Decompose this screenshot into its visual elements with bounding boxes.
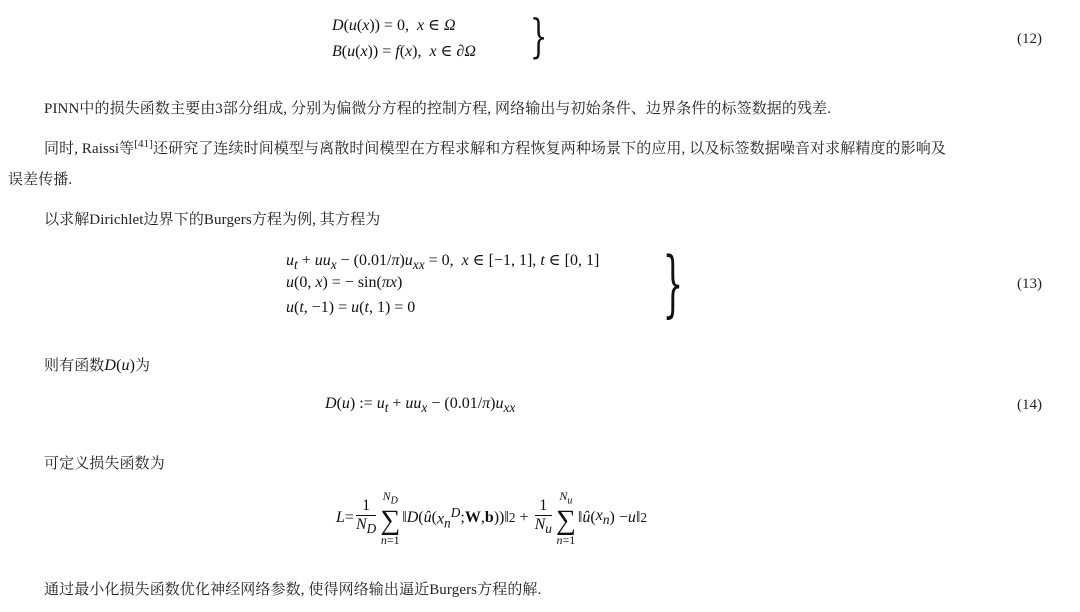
eq13-brace: } <box>662 241 684 325</box>
sum-nd: $N_D$ ∑ n=1 <box>380 489 401 547</box>
eq13-number: (13) <box>1017 276 1042 292</box>
citation-41[interactable]: [41] <box>134 138 154 150</box>
paragraph-2-text-b: 还研究了连续时间模型与离散时间模型在方程求解和方程恢复两种场景下的应用, 以及标签数据噪音对求解精度的影响及 <box>153 141 946 157</box>
paragraph-2-line2: 误差传播. <box>8 172 73 188</box>
paragraph-6: 通过最小化损失函数优化神经网络参数, 使得网络输出逼近Burgers方程的解. <box>44 582 542 598</box>
frac-1-over-nu: $\frac{1}{N_u}$ <box>534 497 552 537</box>
eq13-line1: $u_t + uu_x - (0.01/\pi)u_{xx} = 0$, x ∈ [−1, 1], t ∈ [0, 1] <box>286 252 600 273</box>
eq13-line2: u(0, x) = − sin(πx) <box>286 274 403 291</box>
eq13-line3: u(t, −1) = u(t, 1) = 0 <box>286 299 416 316</box>
paragraph-2-text-a: 同时, Raissi等 <box>44 141 135 157</box>
paragraph-3: 以求解Dirichlet边界下的Burgers方程为例, 其方程为 <box>44 212 381 228</box>
eq14-number: (14) <box>1017 397 1042 413</box>
eq12-brace: } <box>529 9 548 63</box>
eq12-line2: B(u(x)) = f(x), x ∈ ∂Ω <box>332 43 476 60</box>
paragraph-4: 则有函数D(u)为 <box>44 357 151 374</box>
paragraph-5: 可定义损失函数为 <box>44 456 165 472</box>
eq12-number: (12) <box>1017 31 1042 47</box>
equation-loss: L = $\frac{1}{N_D}$ $N_D$ ∑ n=1 ‖ D ( û ( $x_n^D$ ; W , b ))‖ 2 + $\frac{1}{N_u}$ $N_u$ ∑ n=1 ‖ û ( $x_n$ ) − u ‖ 2 <box>336 489 648 547</box>
frac-1-over-nd: $\frac{1}{N_D}$ <box>355 497 377 537</box>
paragraph-2-line1 <box>44 137 946 158</box>
sum-nu: $N_u$ ∑ n=1 <box>555 489 576 547</box>
eq12-line1: D(u(x)) = 0, x ∈ Ω <box>332 17 456 34</box>
eq14-expr: D(u) := $u_t + uu_x - (0.01/\pi)u_{xx}$ <box>325 395 516 416</box>
paragraph-1: PINN中的损失函数主要由3部分组成, 分别为偏微分方程的控制方程, 网络输出与初始条件、边界条件的标签数据的残差. <box>44 101 832 117</box>
